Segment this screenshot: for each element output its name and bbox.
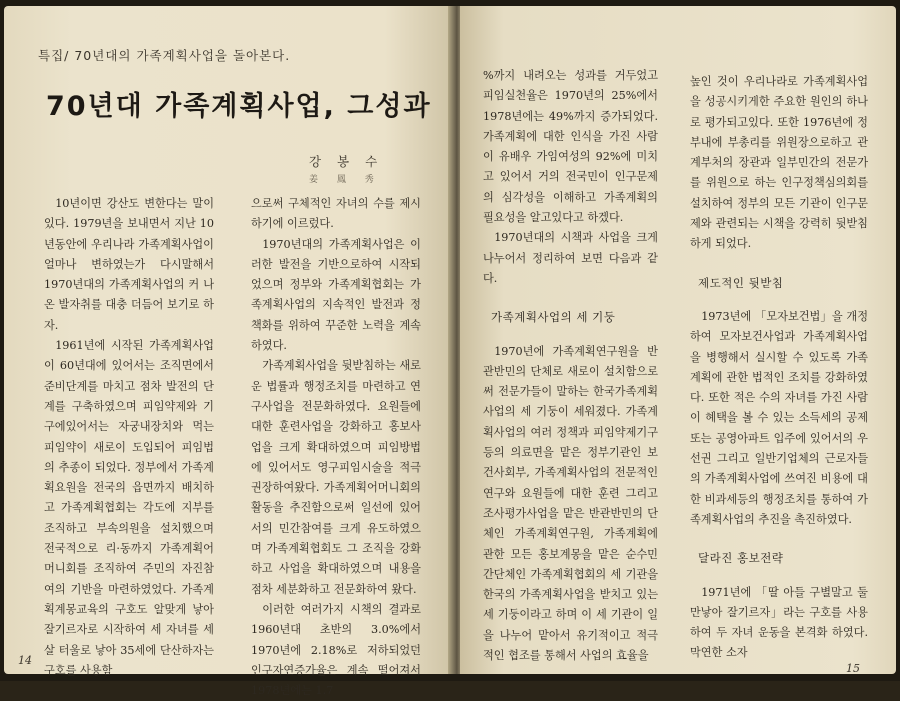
text-column-4 [690, 72, 868, 664]
page-number-left: 14 [18, 654, 32, 667]
series-label: 특집/ 70년대의 가족계획사업을 돌아본다. [38, 48, 291, 63]
page-number-right: 15 [846, 662, 860, 675]
paragraph: 높인 것이 우리나라로 가족계획사업을 성공시키게한 주요한 원인의 하나로 평가되고있다. 또한 1976년에 정부내에 부총리를 위원장으로하고 관계부처의 장관과 일부민간의 전문가를 위원으로 하는 인구정책심의회를 설치하여 정부의 모든 기관이 인구문제와 관련되는 시책을 강력히 뒷받침하게 되었다. [690, 75, 868, 251]
text-column-1 [44, 194, 214, 681]
paragraph: 10년이면 강산도 변한다는 말이 있다. 1979년을 보내면서 지난 10년동안에 우리나라 가족계획사업이 얼마나 변하였는가 다시말해서 1970년대의 가족계획사업의 커 나온 발자취를 대충 더듬어 보기로 하자. [44, 197, 214, 332]
paragraph: 1973년에 「모자보건법」을 개정하여 모자보건사업과 가족계획사업을 병행해서 실시할 수 있도록 가족계획에 관한 법적인 조치를 강화하였다. 또한 적은 수의 자녀를 가진 사람이 혜택을 볼 수 있는 소득세의 공제 또는 공영아파트 입주에 있어서의 우선권 그리고 일반기업체의 근로자들의 가족계획사업에 쓰여진 비용에 대한 비과세등의 행정조치를 통하여 가족계획사업의 추진을 촉진하였다. [690, 309, 868, 526]
paragraph: 1961년에 시작된 가족계획사업이 60년대에 있어서는 조직면에서 준비단계를 마치고 점차 발전의 단계를 구축하였으며 피임약제와 기구에있어서는 자궁내장치와 먹는 피임약이 새로이 도입되어 피임법의 추종이 되었다. 정부에서 가족계획요원을 전국의 읍면까지 배치하고 가족계획협회는 각도에 지부를 조직하고 부속의원을 설치했으며 전국적으로 리·동까지 가족계획어머니회를 조직하여 주민의 자진참여의 기반을 마련하였었다. 가족계획계몽교육의 구호도 알맞게 낳아 잘기르자로 시작하여 세 자녀를 세살 터울로 낳아 35세에 단산하자는 구호를 사용함 [44, 339, 214, 677]
left-page [4, 6, 452, 698]
article-title: 70년대 가족계획사업, 그성과 [46, 91, 432, 122]
paragraph: %까지 내려오는 성과를 거두었고 피임실천율은 1970년의 25%에서 1978년에는 49%까지 증가되었다. 가족계획에 대한 인식을 가진 사람이 유배우 가임여성의 92%에 미치고 있어서 거의 전국민이 인구문제의 심각성을 이해하고 가족계획의 필요성을 알고있다고 하겠다. [483, 69, 658, 225]
paragraph: 이러한 여러가지 시책의 결과로 1960년대 초반의 3.0%에서 1970년에 2.18%로 저하되었던 인구자연증가율은 계속 떨어져서 1978년에는 1.7 [251, 602, 421, 698]
section-heading: 제도적인 뒷받침 [698, 275, 784, 290]
paragraph: 가족계획사업을 뒷받침하는 새로운 법률과 행정조치를 마련하고 연구사업을 전문화하였다. 요원들에 대한 훈련사업을 강화하고 홍보사업을 크게 확대하였으며 피임방법에 있어서도 영구피임시술을 적극 권장하여왔다. 가족계획어머니회의 활동을 추진함으로써 일선에 있어서의 민간참여를 크게 유도하였으며 가족계획협회도 그 조직을 강화하고 사업을 확대하였으며 내용을 점차 세분화하고 전문화하여 왔다. [251, 359, 421, 596]
section-heading: 가족계획사업의 세 기둥 [491, 310, 616, 325]
author-name: 강 봉 수 [309, 154, 384, 169]
author-name-hanja: 姜 鳳 秀 [309, 175, 382, 185]
paragraph: 1970년대의 가족계획사업은 이러한 발전을 기반으로하여 시작되었으며 정부와 가족계획협회는 가족계획사업의 지속적인 발전과 정책화를 위하여 꾸준한 노력을 계속하였다. [251, 237, 421, 353]
text-column-3 [483, 66, 658, 666]
paragraph: 으로써 구체적인 자녀의 수를 제시하기에 이르렀다. [251, 197, 421, 231]
paragraph: 1970년대의 시책과 사업을 크게 나누어서 정리하여 보면 다음과 같다. [483, 231, 658, 285]
paragraph: 1970년에 가족계획연구원을 반관반민의 단체로 새로이 설치함으로써 전문가들이 말하는 한국가족계획사업의 세 기둥이 세워졌다. 가족계획사업의 여러 정책과 피임약제기구등의 의료면을 맡은 정부기관인 보건사회부, 가족계획사업의 전문적인 연구와 요원들에 대한 훈련 그리고 조사평가사업을 맡은 반관반민의 단체인 가족계획연구원, 가족계획에 관한 모든 홍보계몽을 맡은 순수민간단체인 가족계획협회의 세 기관을 한국의 가족계획사업을 받치고 있는 세 기둥이라고 하며 이 세 기관이 일을 나누어 맡아서 유기적이고 적극적인 협조를 통해서 사업의 효율을 [483, 344, 658, 663]
right-page [460, 6, 896, 674]
paragraph: 1971년에 「딸 아들 구별말고 둘만낳아 잘기르자」라는 구호를 사용하여 두 자녀 운동을 본격화 하였다. 막연한 소자 [690, 585, 868, 660]
text-column-2 [251, 194, 421, 701]
section-heading: 달라진 홍보전략 [698, 551, 784, 566]
